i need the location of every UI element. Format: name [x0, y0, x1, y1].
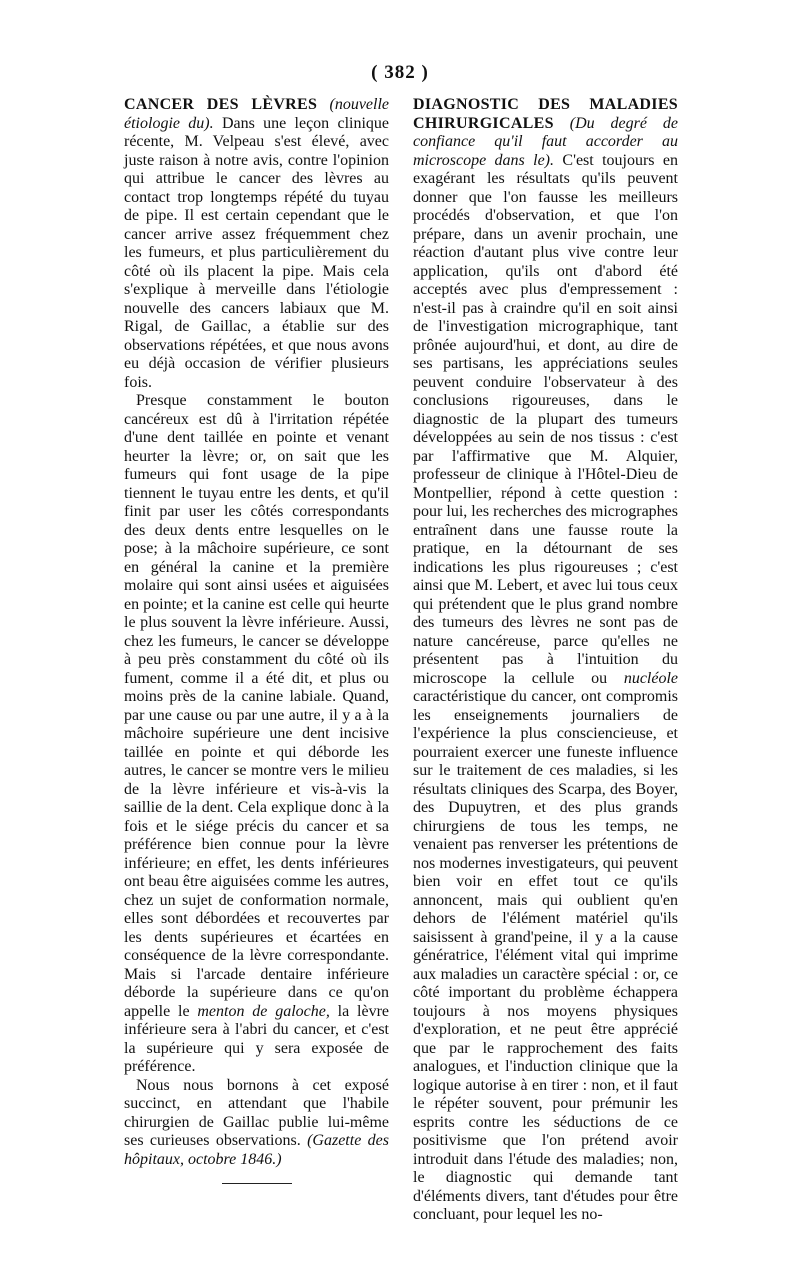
paragraph: Dans une leçon clinique récente, M. Velpeau s'est élevé, avec juste raison à notre avis, contre l'opinion qui attribue le cancer des lèvres au contact trop longtemps répété du tuyau de pipe. Il est certain cependant que le cancer arrive assez fréquemment chez les fumeurs, et plus particulièrement du côté où ils placent la pipe. Mais cela s'explique à merveille dans l'étiologie nouvelle des cancers labiaux que M. Rigal, de Gaillac, a établie sur des observations répétées, et que nous avons eu déjà occasion de vérifier plusieurs fois. — [124, 114, 390, 391]
paragraph-text: Nous nous bornons à cet exposé succinct, en attendant que l'habile chirurgien de Gaillac publie lui-même ses curieuses observations. — [124, 1076, 389, 1149]
article-intro-diagnostic — [413, 96, 678, 1225]
left-column — [124, 96, 389, 1184]
paragraph-text: la lèvre inférieure sera à l'abri du cancer, et c'est la supérieure qui y sera exposée de préférence. — [124, 1002, 390, 1075]
paragraph-conclusion — [124, 1077, 389, 1170]
paragraph-teeth — [124, 392, 389, 1077]
article-heading: CANCER DES LÈVRES — [124, 96, 318, 113]
section-divider — [222, 1183, 292, 1184]
right-column — [413, 96, 678, 1225]
article-intro-cancer — [124, 96, 389, 392]
source-citation: (Gazette des hôpitaux, octobre 1846.) — [124, 1132, 389, 1168]
heading-note: (nouvelle étiologie du). — [124, 96, 390, 132]
paragraph-text: Presque constamment le bouton cancéreux est dû à l'irritation répétée d'une dent taillée en pointe et venant heurter la lèvre; or, on sait que les fumeurs qui font usage de la pipe tiennent le tuyau entre les dents, et qu'il finit par user les côtés correspondants des deux dents entre lesquelles on le pose; à la mâchoire supérieure, ce sont en général la canine et la première molaire qui sont ainsi usées et aiguisées en pointe; et la canine est celle qui heurte le plus souvent la lèvre inférieure. Aussi, chez les fumeurs, le cancer se développe à peu près constamment du côté où ils fument, comme il a été dit, et plus ou moins près de la canine labiale. Quand, par une cause ou par une autre, il y a à la mâchoire supérieure une dent incisive taillée en pointe et qui déborde les autres, le cancer se montre vers le milieu de la lèvre inférieure et vis-à-vis la saillie de la dent. Cela explique donc à la fois et le siége précis du cancer et sa préférence bien connue pour la lèvre inférieure; en effet, les dents inférieures ont beau être aiguisées comme les autres, chez un sujet de conformation normale, elles sont débordées et recouvertes par les dents supérieures et écartées en conséquence de la lèvre correspondante. Mais si l'arcade dentaire inférieure déborde la supérieure dans ce qu'on appelle le — [124, 392, 389, 1020]
page-number: ( 382 ) — [371, 62, 429, 83]
paragraph-text: caractéristique du cancer, ont compromis les enseignements journaliers de l'expérience la plus consciencieuse, et pourraient exercer une funeste influence sur le traitement de ces maladies, si les résultats cliniques des Scarpa, des Boyer, des Dupuytren, et des plus grands chirurgiens de tous les temps, ne venaient pas renverser les prétentions de nos modernes investigateurs, qui peuvent bien voir en effet tout ce qu'ils annoncent, mais qui oublient qu'en dehors de l'élément matériel qu'ils saisissent à grand'peine, il y a la cause génératrice, l'élément vital qui imprime aux maladies un caractère spécial : or, ce côté important du problème échappera toujours à nos moyens physiques d'exploration, et ne peut être apprécié que par le rapprochement des faits analogues, et l'induction clinique que la logique autorise à en tirer : non, et il faut le répéter souvent, pour prémunir les esprits contre les séductions de ce positivisme que l'on prétend avoir introduit dans l'étude des maladies; non, le diagnostic qui demande tant d'éléments divers, tant d'études pour être concluant, pour lequel les no- — [413, 688, 678, 1223]
italic-term: nucléole — [623, 669, 679, 687]
italic-term: menton de galoche, — [197, 1002, 330, 1020]
paragraph-text: C'est toujours en exagérant les résultats qu'ils peuvent donner que l'on fausse les meilleurs procédés d'observation, et que l'on prépare, dans un avenir prochain, une réaction d'autant plus vive contre leur application, qu'ils ont d'abord été acceptés avec plus d'empressement : n'est-il pas à craindre qu'il en soit ainsi de l'investigation micrographique, tant prônée aujourd'hui, et dont, au dire de ses partisans, les appréciations seules peuvent conduire l'observateur à des conclusions rigoureuses, dans le diagnostic de la plupart des tumeurs développées au sein de nos tissus : c'est par l'affirmative que M. Alquier, professeur de clinique à l'Hôtel-Dieu de Montpellier, répond à cette question : pour lui, les recherches des micrographes entraînent dans une fausse route la pratique, en la détournant de ses indications les plus rigoureuses ; c'est ainsi que M. Lebert, et avec lui tous ceux qui prétendent que le plus grand nombre des tumeurs des lèvres ne sont pas de nature cancéreuse, parce qu'elles ne présentent pas à l'intuition du microscope la cellule ou — [413, 151, 679, 687]
article-heading: DIAGNOSTIC DES MALADIES CHIRURGICALES — [413, 96, 678, 132]
heading-note: (Du degré de confiance qu'il faut accorder au microscope dans le). — [413, 114, 678, 169]
